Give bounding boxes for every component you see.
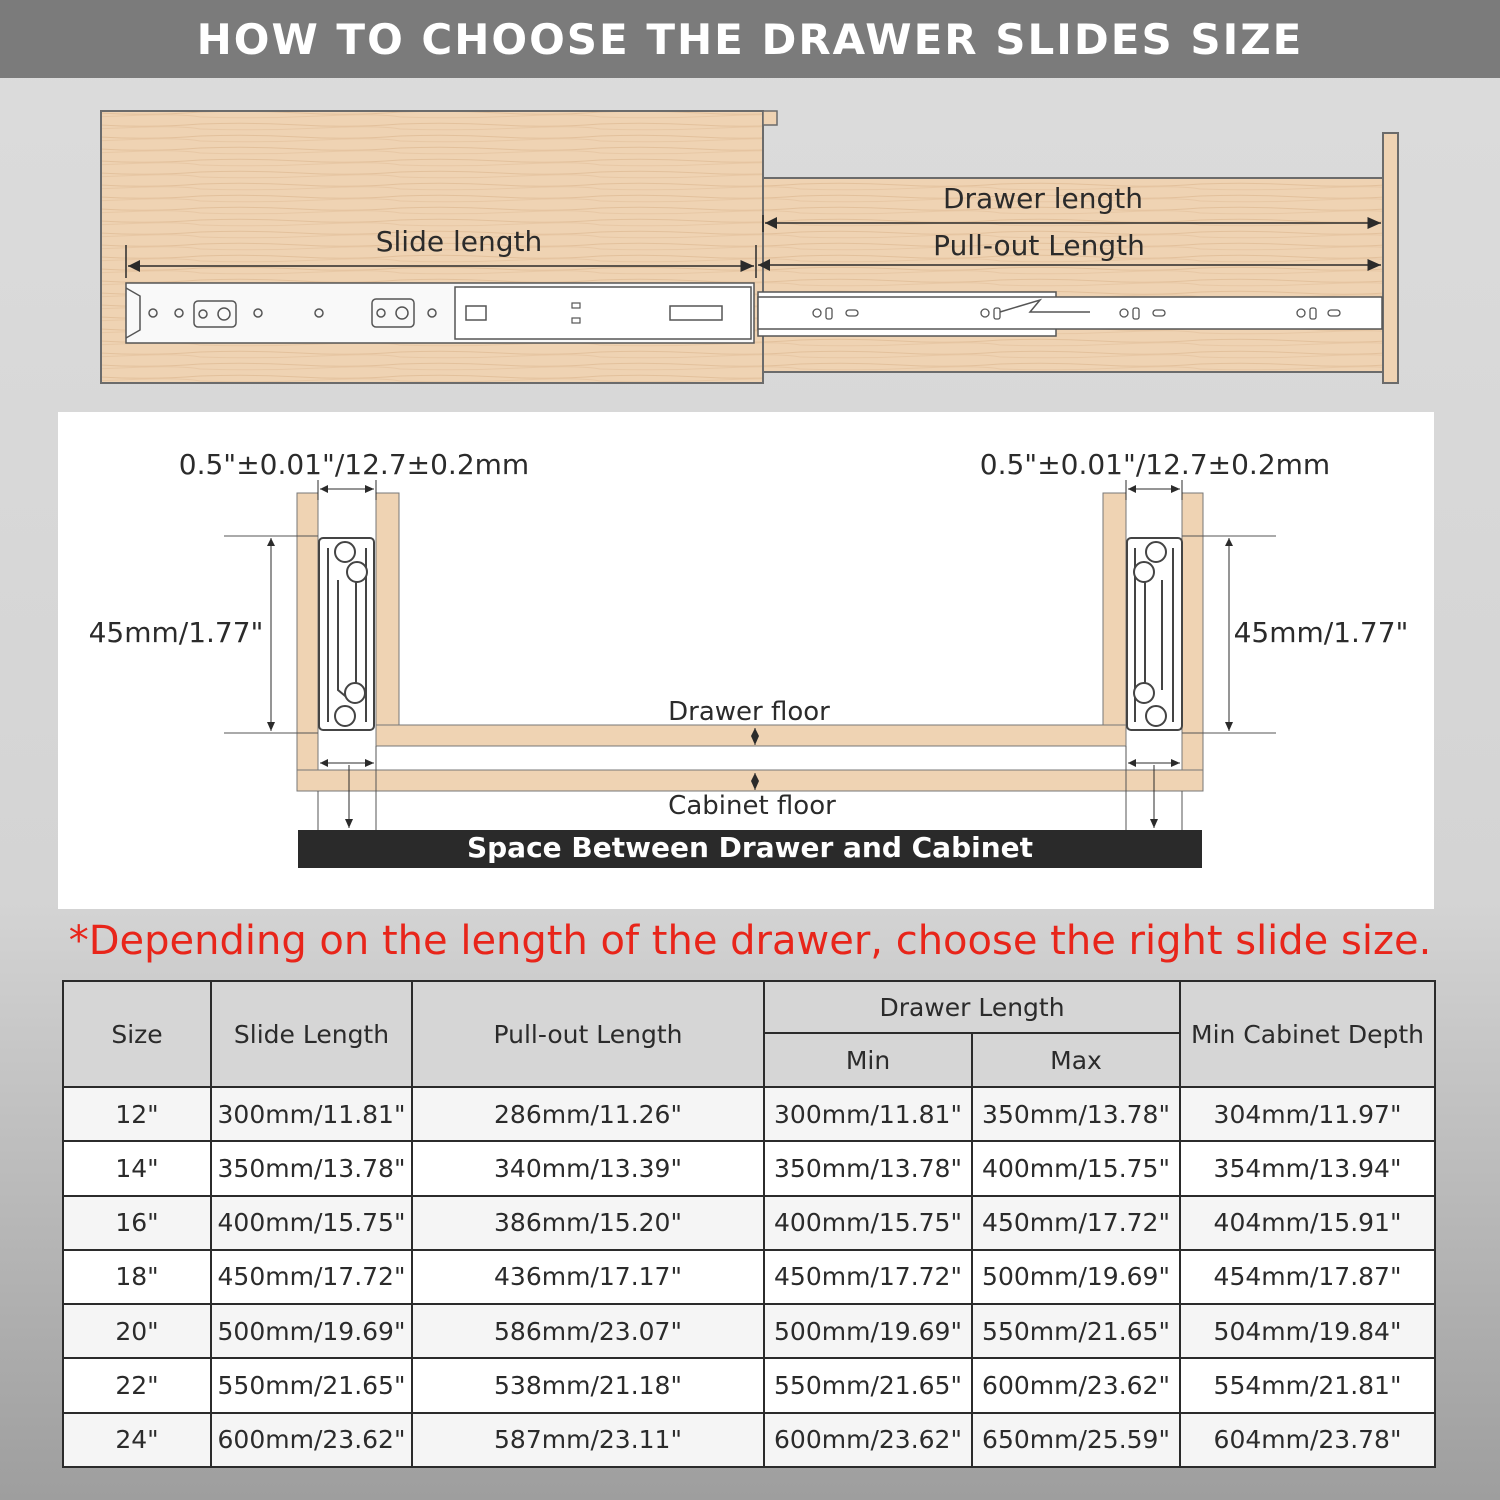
cabinet-side-right (1182, 493, 1203, 791)
table-cell-depth: 454mm/17.87" (1180, 1250, 1435, 1304)
slide-inner-member (758, 292, 1382, 336)
size-table (62, 980, 1436, 1468)
header-bar (0, 0, 1500, 78)
table-cell-min: 450mm/17.72" (764, 1250, 972, 1304)
table-cell-slide: 300mm/11.81" (211, 1087, 412, 1141)
table-row (63, 1304, 1435, 1358)
table-cell-size: 18" (63, 1250, 211, 1304)
cross-section-panel (58, 412, 1434, 909)
table-cell-min: 550mm/21.65" (764, 1358, 972, 1412)
table-cell-max: 500mm/19.69" (972, 1250, 1180, 1304)
space-banner-label: Space Between Drawer and Cabinet (466, 831, 1034, 864)
table-cell-max: 650mm/25.59" (972, 1413, 1180, 1467)
table-cell-size: 16" (63, 1196, 211, 1250)
drawer-floor (376, 725, 1126, 746)
table-cell-depth: 304mm/11.97" (1180, 1087, 1435, 1141)
table-cell-pullout: 386mm/15.20" (412, 1196, 764, 1250)
table-cell-slide: 500mm/19.69" (211, 1304, 412, 1358)
table-cell-max: 450mm/17.72" (972, 1196, 1180, 1250)
table-cell-depth: 404mm/15.91" (1180, 1196, 1435, 1250)
drawer-length-label: Drawer length (942, 182, 1144, 215)
table-cell-slide: 550mm/21.65" (211, 1358, 412, 1412)
cabinet-floor-label: Cabinet floor (668, 791, 836, 821)
table-cell-depth: 504mm/19.84" (1180, 1304, 1435, 1358)
table-cell-pullout: 286mm/11.26" (412, 1087, 764, 1141)
table-cell-min: 300mm/11.81" (764, 1087, 972, 1141)
table-cell-slide: 600mm/23.62" (211, 1413, 412, 1467)
table-row (63, 1413, 1435, 1467)
table-cell-size: 24" (63, 1413, 211, 1467)
table-cell-slide: 350mm/13.78" (211, 1141, 412, 1195)
table-body (63, 1087, 1435, 1467)
table-row (63, 1141, 1435, 1195)
slide-side-view-diagram (0, 78, 1500, 398)
header-min-cabinet-depth: Min Cabinet Depth (1180, 981, 1435, 1087)
cabinet-side-left (297, 493, 318, 791)
table-cell-pullout: 586mm/23.07" (412, 1304, 764, 1358)
drawer-front (1383, 133, 1398, 383)
header-size: Size (63, 981, 211, 1087)
table-cell-max: 350mm/13.78" (972, 1087, 1180, 1141)
table-cell-depth: 354mm/13.94" (1180, 1141, 1435, 1195)
slide-profile-right (1127, 538, 1182, 730)
table-cell-slide: 400mm/15.75" (211, 1196, 412, 1250)
table-cell-pullout: 538mm/21.18" (412, 1358, 764, 1412)
table-cell-min: 600mm/23.62" (764, 1413, 972, 1467)
table-cell-size: 22" (63, 1358, 211, 1412)
table-cell-size: 20" (63, 1304, 211, 1358)
table-cell-size: 12" (63, 1087, 211, 1141)
table-cell-size: 14" (63, 1141, 211, 1195)
header-drawer-min: Min (764, 1033, 972, 1087)
table-cell-max: 550mm/21.65" (972, 1304, 1180, 1358)
table-cell-max: 400mm/15.75" (972, 1141, 1180, 1195)
slide-rail (126, 283, 754, 343)
table-cell-min: 400mm/15.75" (764, 1196, 972, 1250)
header-drawer-max: Max (972, 1033, 1180, 1087)
pullout-length-label: Pull-out Length (933, 229, 1145, 262)
cabinet-edge (763, 111, 777, 125)
slide-profile-left (319, 538, 374, 730)
drawer-side-right (1103, 493, 1126, 746)
table-row (63, 1358, 1435, 1412)
drawer-floor-label: Drawer floor (668, 697, 830, 727)
table-cell-slide: 450mm/17.72" (211, 1250, 412, 1304)
cross-section-diagram (58, 412, 1434, 909)
table-cell-depth: 554mm/21.81" (1180, 1358, 1435, 1412)
table-cell-pullout: 436mm/17.17" (412, 1250, 764, 1304)
table-cell-min: 500mm/19.69" (764, 1304, 972, 1358)
header-pullout-length: Pull-out Length (412, 981, 764, 1087)
table-row (63, 1250, 1435, 1304)
gap-label-left: 0.5"±0.01"/12.7±0.2mm (178, 448, 530, 481)
selection-note: *Depending on the length of the drawer, choose the right slide size. (68, 918, 1432, 964)
height-label-right: 45mm/1.77" (1233, 616, 1409, 649)
height-label-left: 45mm/1.77" (88, 616, 264, 649)
table-cell-pullout: 340mm/13.39" (412, 1141, 764, 1195)
header-slide-length: Slide Length (211, 981, 412, 1087)
gap-label-right: 0.5"±0.01"/12.7±0.2mm (979, 448, 1331, 481)
drawer-side-left (376, 493, 399, 746)
cabinet-floor (297, 770, 1203, 791)
table-row (63, 1196, 1435, 1250)
header-drawer-length: Drawer Length (764, 981, 1180, 1033)
table-cell-max: 600mm/23.62" (972, 1358, 1180, 1412)
page-title: HOW TO CHOOSE THE DRAWER SLIDES SIZE (196, 14, 1304, 64)
table-row (63, 1087, 1435, 1141)
table-cell-depth: 604mm/23.78" (1180, 1413, 1435, 1467)
table-cell-min: 350mm/13.78" (764, 1141, 972, 1195)
table-cell-pullout: 587mm/23.11" (412, 1413, 764, 1467)
slide-length-label: Slide length (375, 225, 543, 258)
